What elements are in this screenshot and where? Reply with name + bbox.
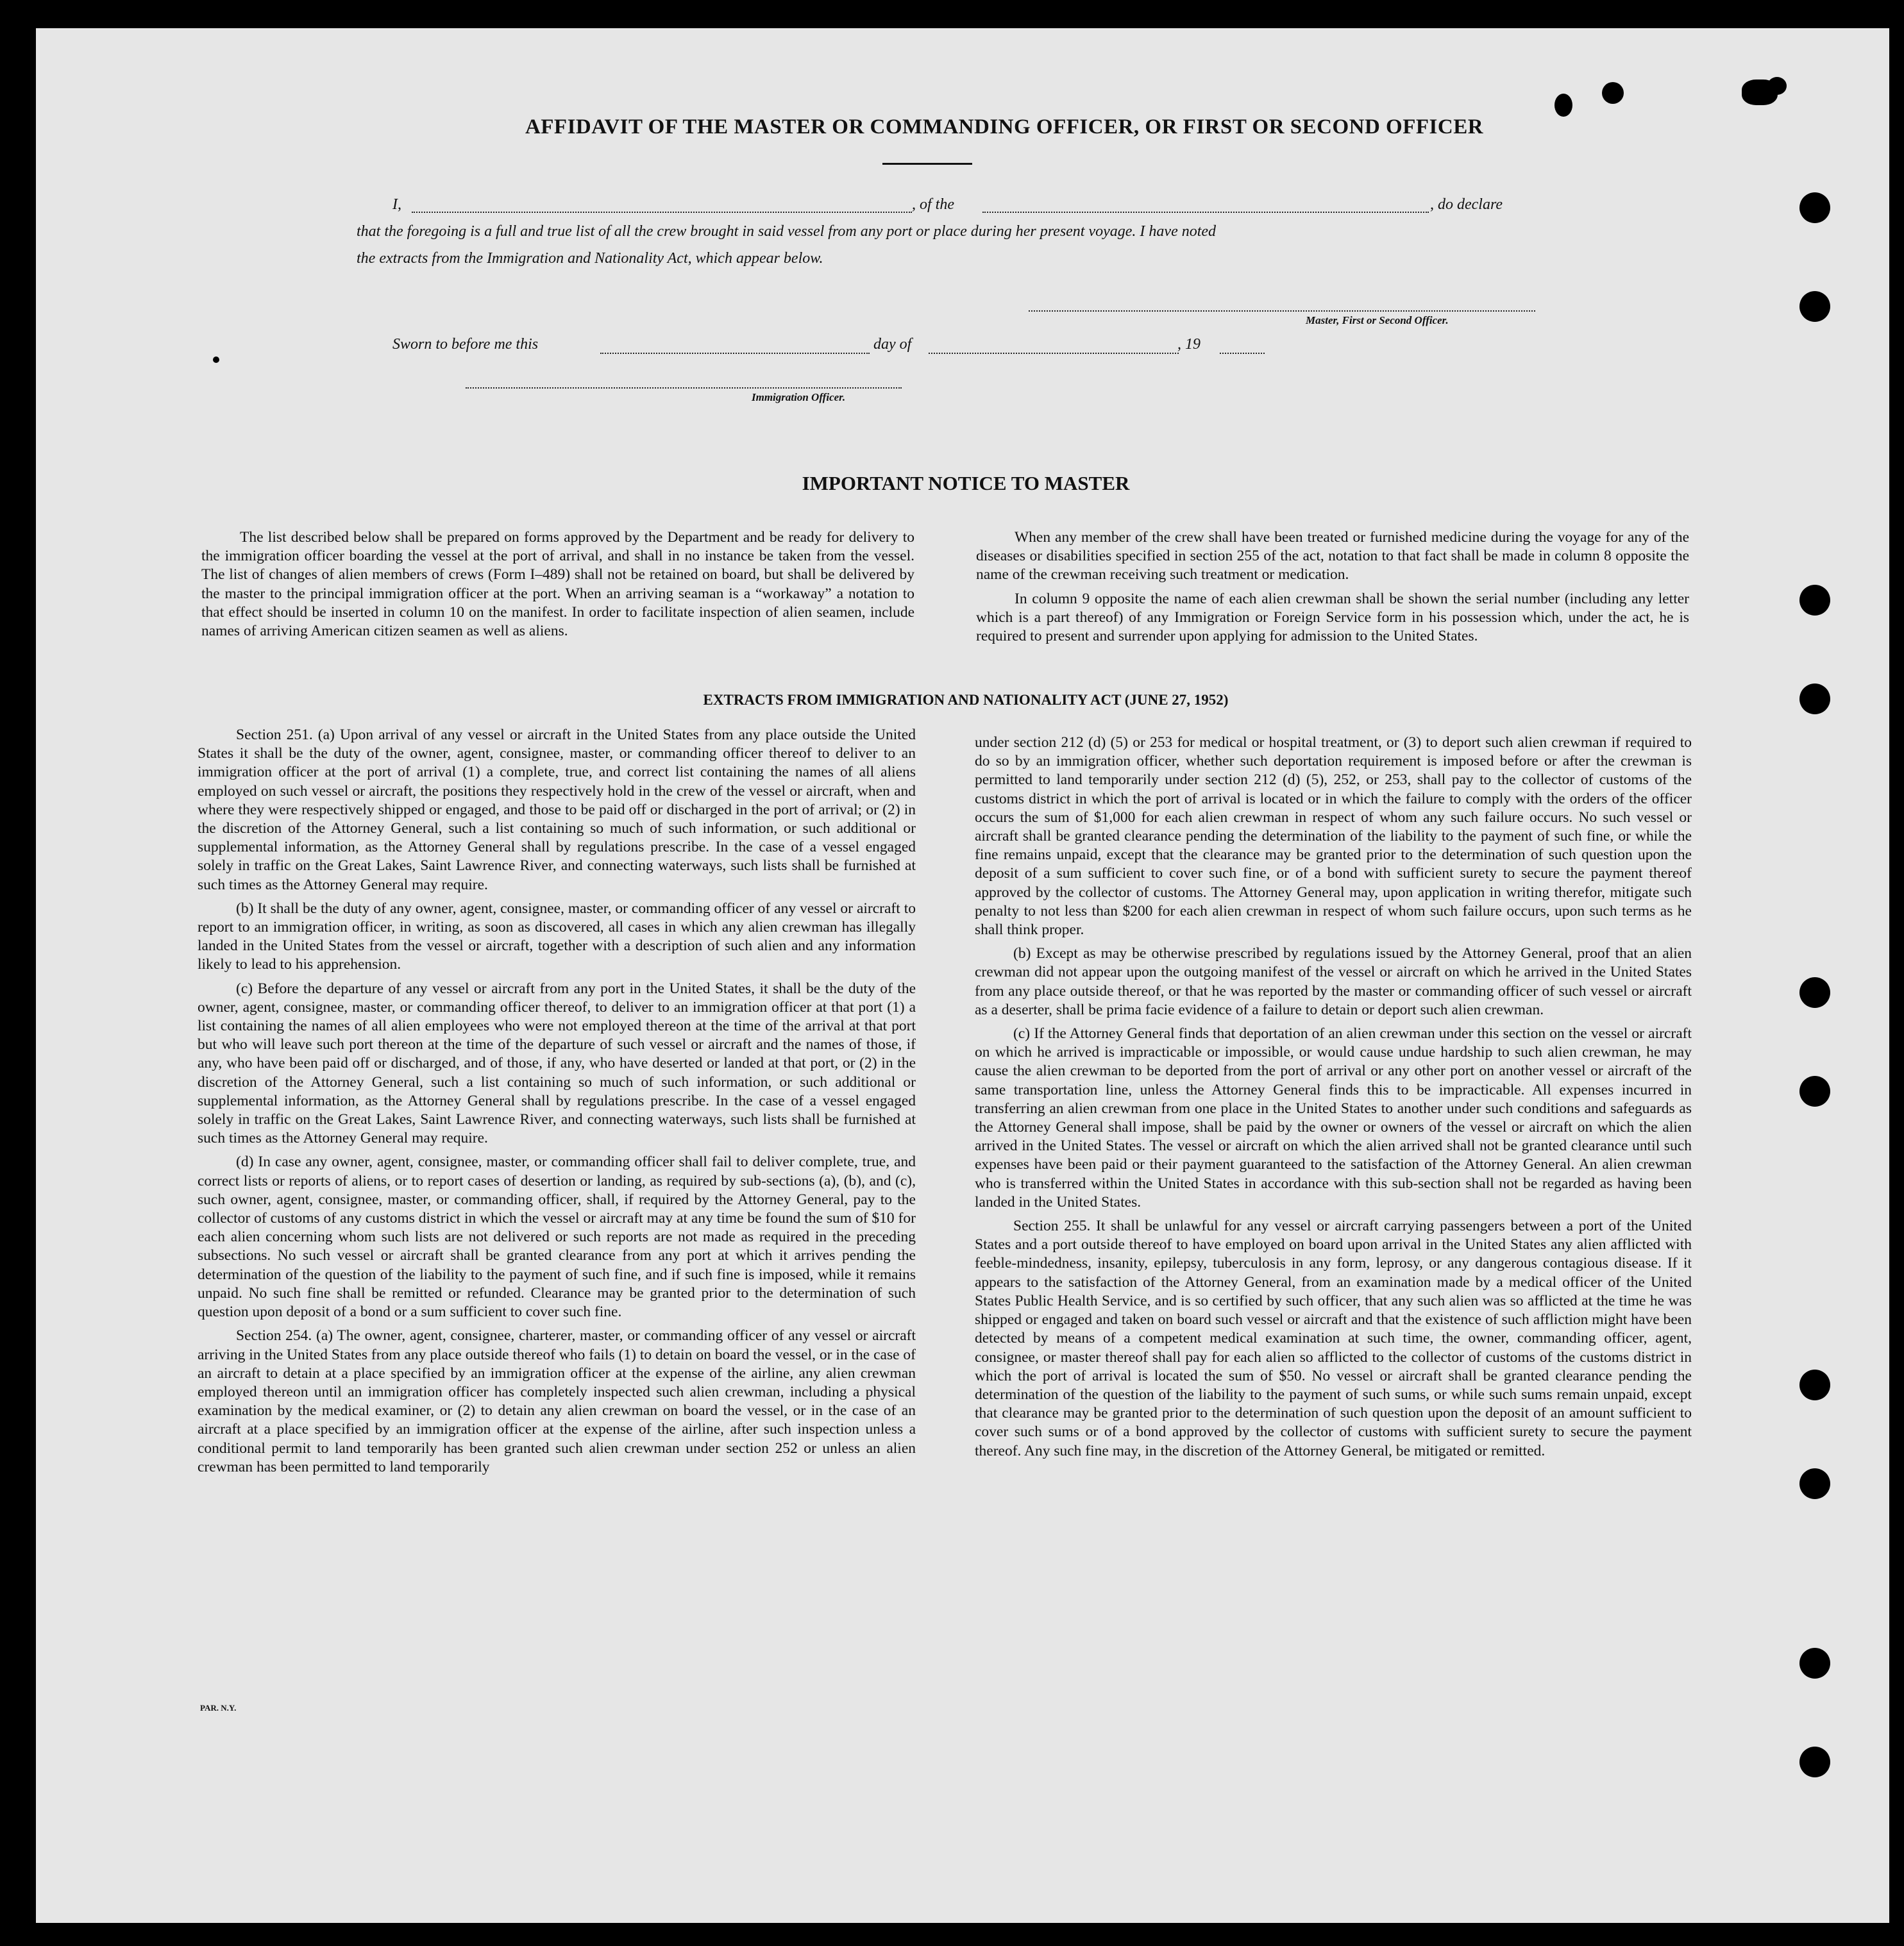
section-254-a-continued: under section 212 (d) (5) or 253 for medical or hospital treatment, or (3) to deport such alien crewman if required to do so by an immigration officer, whether such deportation requirement is imposed before or after the crewman is permitted to land temporarily under section 212 (d) (5), 252, or 253, shall pay to the collector of customs of the customs district in which the port of arrival is located or in which the failure to comply with the orders of the officer occurs the sum of $1,000 for each alien crewman in respect of whom any such failure occurs. No such vessel or aircraft shall be granted clearance pending the determination of the liability to the payment of such fine, or while the fine remains unpaid, except that the clearance may be granted prior to the determination of such question upon the deposit of a sum sufficient to cover such fine, or of a bond with sufficient surety to secure the payment thereof approved by the collector of customs. The Attorney General may, upon application in writing therefor, mitigate such penalty to not less than $200 for each alien crewman in respect of whom such failure occurs, upon such terms as he shall think proper.	[975, 734, 1692, 939]
notice-title: IMPORTANT NOTICE TO MASTER	[802, 472, 1130, 494]
section-254-a: Section 254. (a) The owner, agent, consignee, charterer, master, or commanding officer of any vessel or aircraft arriving in the United States from any place outside thereof who fails (1) to detain on board the vessel, or in the case of an aircraft to detain at a place specified by an immigration officer at the expense of the airline, any alien crewman employed thereon until an immigration officer has completely inspected such alien crewman, including a physical examination by the medical examiner, or (2) to detain any alien crewman on board the vessel, or in the case of an aircraft at a place specified by an immigration officer at the expense of the airline, after such inspection unless a conditional permit to land temporarily has been granted such alien crewman under section 252 or unless an alien crewman has been permitted to land temporarily	[198, 1327, 916, 1475]
sworn-month-field[interactable]	[929, 353, 1179, 354]
extracts-left-column	[198, 726, 916, 1482]
ink-speck	[1767, 77, 1787, 95]
notice-right-paragraph-2: In column 9 opposite the name of each alien crewman shall be shown the serial number (including any letter which is a part thereof) of any Immigration or Foreign Service form in his possession which, under the act, he is required to present and surrender upon applying for admission to the United States.	[976, 590, 1689, 645]
do-declare-label: , do declare	[1430, 196, 1503, 213]
notice-right-column	[976, 528, 1689, 651]
punch-hole	[1799, 684, 1830, 714]
affiant-name-label: I,	[392, 196, 401, 213]
vessel-name-label: , of the	[912, 196, 954, 213]
declaration-text-2: the extracts from the Immigration and Nationality Act, which appear below.	[357, 250, 823, 267]
extracts-title: EXTRACTS FROM IMMIGRATION AND NATIONALITY ACT (JUNE 27, 1952)	[703, 692, 1229, 708]
year-label: , 19	[1177, 336, 1201, 353]
punch-hole	[1799, 1468, 1830, 1499]
master-signature-line[interactable]	[1029, 310, 1535, 312]
affiant-name-field[interactable]	[412, 212, 912, 213]
ink-speck	[1602, 82, 1624, 104]
extracts-right-column	[975, 734, 1692, 1466]
printer-mark: PAR. N.Y.	[200, 1703, 237, 1713]
vessel-name-field[interactable]	[982, 212, 1429, 213]
section-251-b: (b) It shall be the duty of any owner, agent, consignee, master, or commanding officer of any vessel or aircraft to report to an immigration officer, in writing, as soon as discovered, all cases in which any alien crewman has illegally landed in the United States from the vessel or aircraft, together with a description of such alien and any information likely to lead to his apprehension.	[198, 900, 916, 973]
punch-hole	[1799, 977, 1830, 1008]
section-251-c: (c) Before the departure of any vessel or aircraft from any port in the United States, it shall be the duty of the owner, agent, consignee, master, or commanding officer thereof, to deliver to an immigration officer at that port (1) a list containing the names of all alien employees who were not employed thereon at the time of the arrival at that port but who will leave such port thereon at the time of the departure of such vessel or aircraft and the names of those, if any, who have been paid off or discharged, and of those, if any, who have deserted or landed at that port, or (2) in the discretion of the Attorney General, such a list containing so much of such information, or such additional or supplemental information, as the Attorney General shall by regulations prescribe. In the case of a vessel engaged solely in traffic on the Great Lakes, Saint Lawrence River, and connecting waterways, such lists shall be furnished at such times as the Attorney General may require.	[198, 980, 916, 1147]
day-of-label: day of	[873, 336, 912, 353]
ink-speck	[1554, 94, 1572, 117]
affidavit-title: AFFIDAVIT OF THE MASTER OR COMMANDING OFFICER, OR FIRST OR SECOND OFFICER	[525, 115, 1484, 138]
master-signature-caption: Master, First or Second Officer.	[1306, 314, 1449, 326]
title-underline	[882, 163, 972, 165]
punch-hole	[1799, 1076, 1830, 1107]
section-255: Section 255. It shall be unlawful for any vessel or aircraft carrying passengers between a port of the United States and a port outside thereof to have employed on board upon arrival in the United States any alien afflicted with feeble-mindedness, insanity, epilepsy, tuberculosis in any form, leprosy, or any dangerous contagious disease. If it appears to the satisfaction of the Attorney General, from an examination made by a medical officer of the United States Public Health Service, and is so certified by such officer, that any such alien was so afflicted at the time he was shipped or engaged and taken on board such vessel or aircraft and that the existence of such affliction might have been detected by means of a competent medical examination at such time, the owner, commanding officer, agent, consignee, or master thereof shall pay for each alien so afflicted to the collector of customs of the customs district in which the port of arrival is located the sum of $50. No vessel or aircraft shall be granted clearance pending the determination of the question of the liability to the payment of such sums, or while such sums remain unpaid, except that clearance may be granted prior to the determination of such question upon the deposit of an amount sufficient to cover such sums or of a bond approved by the collector of customs with sufficient surety to secure the payment thereof. Any such fine may, in the discretion of the Attorney General, be mitigated or remitted.	[975, 1218, 1692, 1459]
punch-hole	[1799, 192, 1830, 223]
declaration-text-1: that the foregoing is a full and true list of all the crew brought in said vessel from any port or place during her present voyage. I have noted	[357, 223, 1217, 240]
sworn-day-field[interactable]	[600, 353, 870, 354]
section-254-c: (c) If the Attorney General finds that deportation of an alien crewman under this section on the vessel or aircraft on which he arrived is impracticable or impossible, or would cause undue hardship to such alien crewman, he may cause the alien crewman to be deported from the port of arrival or any other port on another vessel or aircraft of the same transportation line, unless the Attorney General finds this to be impracticable. All expenses incurred in transferring an alien crewman from one place in the United States to another under such conditions and safeguards as the Attorney General shall impose, shall be paid by the owner or owners of the vessel or aircraft on which the alien arrived in the United States. The vessel or aircraft on which the alien arrived shall not be granted clearance until such expenses have been paid or their payment guaranteed to the satisfaction of the Attorney General. An alien crewman who is transferred within the United States in accordance with this sub-section shall not be regarded as having been landed in the United States.	[975, 1025, 1692, 1211]
form-page	[36, 28, 1889, 1923]
notice-left-paragraph: The list described below shall be prepared on forms approved by the Department and be ready for delivery to the immigration officer boarding the vessel at the port of arrival, and shall in no instance be taken from the vessel. The list of changes of alien members of crews (Form I–489) shall not be retained on board, but shall be delivered by the master to the principal immigration officer at the port. When an arriving seaman is a “workaway” a notation to that effect should be inserted in column 10 on the manifest. In order to facilitate inspection of alien seamen, include names of arriving American citizen seamen as well as aliens.	[201, 529, 914, 640]
notice-left-column	[201, 528, 914, 646]
punch-hole	[1799, 291, 1830, 322]
immigration-officer-signature-line[interactable]	[466, 387, 902, 389]
punch-hole	[1799, 1747, 1830, 1777]
punch-hole	[1799, 1648, 1830, 1679]
notice-right-paragraph-1: When any member of the crew shall have been treated or furnished medicine during the voyage for any of the diseases or disabilities specified in section 255 of the act, notation to that fact shall be made in column 8 opposite the name of the crewman receiving such treatment or medication.	[976, 529, 1689, 583]
sworn-label: Sworn to before me this	[392, 336, 539, 353]
punch-hole	[1799, 585, 1830, 616]
punch-hole	[1799, 1370, 1830, 1400]
immigration-officer-caption: Immigration Officer.	[752, 391, 846, 403]
section-251-d: (d) In case any owner, agent, consignee, master, or commanding officer shall fail to deliver complete, true, and correct lists or reports of aliens, or to report cases of desertion or landing, as required by sub-sections (a), (b), and (c), such owner, agent, consignee, master, or commanding officer, shall, if required by the Attorney General, pay to the collector of customs of any customs district in which the vessel or aircraft may at any time be found the sum of $10 for each alien concerning whom such lists are not delivered or such reports are not made as required in the preceding subsections. No such vessel or aircraft shall be granted clearance from any port at which it arrives pending the determination of the question of the liability to the payment of such fine, and if such fine is imposed, while it remains unpaid. No such fine shall be remitted or refunded. Clearance may be granted prior to the determination of such question upon deposit of a bond or a sum sufficient to cover such fine.	[198, 1153, 916, 1321]
section-254-b: (b) Except as may be otherwise prescribed by regulations issued by the Attorney General, proof that an alien crewman did not appear upon the outgoing manifest of the vessel or aircraft on which he arrived in the United States from any place outside thereof, or that he was reported by the master or commanding officer of such vessel or aircraft as a deserter, shall be prima facie evidence of a failure to detain or deport such alien crewman.	[975, 945, 1692, 1018]
ink-speck	[213, 356, 219, 363]
sworn-year-field[interactable]	[1220, 353, 1265, 354]
section-251-a: Section 251. (a) Upon arrival of any vessel or aircraft in the United States from any place outside the United States it shall be the duty of the owner, agent, consignee, master, or commanding officer thereof to deliver to an immigration officer at the port of arrival (1) a complete, true, and correct list containing the names of all aliens employed on such vessel or aircraft, the positions they respectively hold in the crew of the vessel or aircraft, when and where they were respectively shipped or engaged, and those to be paid off or discharged in the port of arrival; or (2) in the discretion of the Attorney General, such a list containing so much of such information, or such additional or supplemental information, as the Attorney General shall by regulations prescribe. In the case of a vessel engaged solely in traffic on the Great Lakes, Saint Lawrence River, and connecting waterways, such lists shall be furnished at such times as the Attorney General may require.	[198, 726, 916, 893]
